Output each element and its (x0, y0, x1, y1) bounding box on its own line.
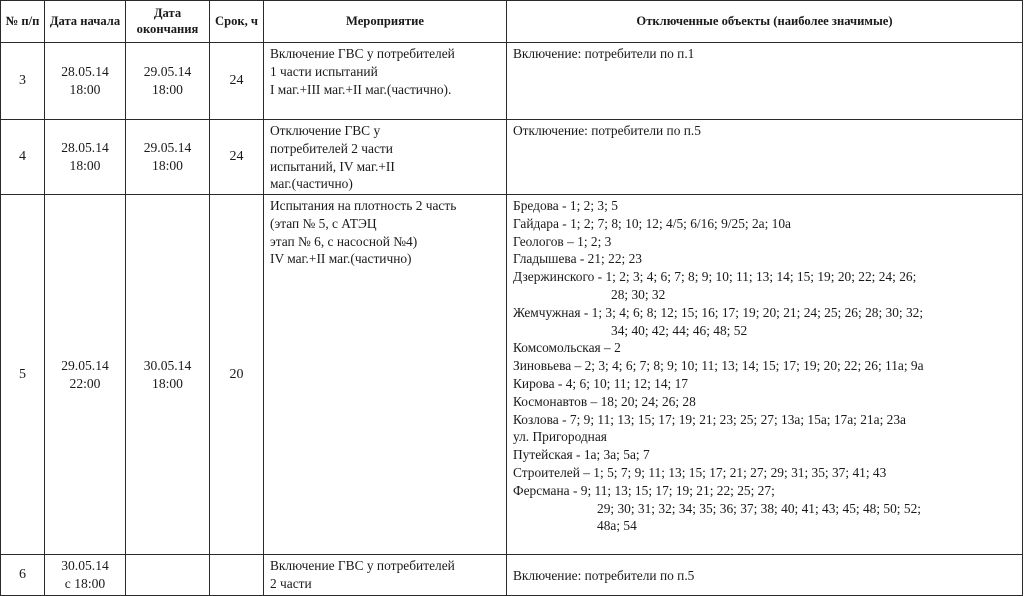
start-date-cell (45, 120, 126, 195)
start-time: 22:00 (69, 375, 101, 391)
start-date: 28.05.14 (61, 64, 109, 79)
table-row (1, 43, 1023, 120)
object-line: 28; 30; 32 (611, 286, 666, 302)
object-line: Включение: потребители по п.1 (513, 46, 695, 61)
object-line: Гайдара - 1; 2; 7; 8; 10; 12; 4/5; 6/16; 9/25; 2а; 10а (513, 215, 792, 231)
event-line: Включение ГВС у потребителей (270, 558, 455, 573)
end-time: 18:00 (152, 158, 183, 173)
end-date-cell (126, 555, 210, 596)
duration-cell: 20 (210, 195, 264, 555)
start-time: 18:00 (69, 158, 101, 173)
object-line: 34; 40; 42; 44; 46; 48; 52 (611, 322, 748, 338)
header-objects: Отключенные объекты (наиболее значимые) (507, 1, 1023, 43)
end-time: 18:00 (152, 375, 183, 391)
object-line: Геологов – 1; 2; 3 (513, 233, 612, 249)
object-line: 48а; 54 (597, 518, 637, 534)
event-line: I маг.+III маг.+II маг.(частично). (270, 81, 452, 97)
object-line: Отключение: потребители по п.5 (513, 123, 701, 138)
object-line: ул. Пригородная (513, 429, 607, 445)
table-row (1, 555, 1023, 596)
start-date-cell (45, 195, 126, 555)
start-date-cell (45, 555, 126, 596)
objects-cell (507, 195, 1023, 555)
end-date: 30.05.14 (143, 357, 192, 373)
end-date-cell (126, 43, 210, 120)
objects-cell (507, 120, 1023, 195)
event-line: Испытания на плотность 2 часть (270, 198, 457, 213)
header-event: Мероприятие (264, 1, 507, 43)
duration-cell: 24 (210, 120, 264, 195)
event-line: потребителей 2 части (270, 140, 393, 156)
start-date: 29.05.14 (61, 357, 109, 373)
objects-cell (507, 555, 1023, 596)
table-row (1, 120, 1023, 195)
event-cell (264, 555, 507, 596)
event-cell (264, 120, 507, 195)
event-line: 2 части (270, 575, 312, 591)
event-cell (264, 195, 507, 555)
row-num: 5 (1, 195, 45, 555)
start-time: с 18:00 (64, 576, 106, 591)
object-line: Дзержинского - 1; 2; 3; 4; 6; 7; 8; 9; 10; 11; 13; 14; 15; 19; 20; 22; 24; 26; (513, 269, 917, 285)
event-line: Отключение ГВС у (270, 123, 381, 138)
row-num: 4 (1, 120, 45, 195)
header-num: № п/п (1, 1, 45, 43)
event-line: маг.(частично) (270, 176, 353, 192)
start-date: 28.05.14 (61, 140, 109, 155)
object-line: Путейская - 1а; 3а; 5а; 7 (513, 447, 650, 463)
object-line: Кирова - 4; 6; 10; 11; 12; 14; 17 (513, 375, 688, 391)
object-line: Строителей – 1; 5; 7; 9; 11; 13; 15; 17; 21; 27; 29; 31; 35; 37; 41; 43 (513, 464, 887, 480)
object-line: 29; 30; 31; 32; 34; 35; 36; 37; 38; 40; 41; 43; 45; 48; 50; 52; (597, 500, 921, 516)
event-cell (264, 43, 507, 120)
row-num: 6 (1, 555, 45, 596)
object-line: Включение: потребители по п.5 (513, 568, 695, 584)
event-line: IV маг.+II маг.(частично) (270, 251, 412, 267)
object-line: Космонавтов – 18; 20; 24; 26; 28 (513, 393, 696, 409)
object-line: Ферсмана - 9; 11; 13; 15; 17; 19; 21; 22; 25; 27; (513, 482, 775, 498)
object-line: Зиновьева – 2; 3; 4; 6; 7; 8; 9; 10; 11; 13; 14; 15; 17; 19; 20; 22; 26; 11а; 9а (513, 358, 924, 374)
event-line: испытаний, IV маг.+II (270, 158, 395, 174)
header-end-date: Дата окончания (126, 1, 210, 43)
object-line: Жемчужная - 1; 3; 4; 6; 8; 12; 15; 16; 17; 19; 20; 21; 24; 25; 26; 28; 30; 32; (513, 304, 924, 320)
start-date-cell (45, 43, 126, 120)
header-row (1, 1, 1023, 43)
row-num: 3 (1, 43, 45, 120)
end-date: 29.05.14 (143, 140, 192, 155)
event-line: (этап № 5, с АТЭЦ (270, 215, 377, 231)
duration-cell (210, 555, 264, 596)
object-line: Гладышева - 21; 22; 23 (513, 251, 642, 267)
end-date-cell (126, 195, 210, 555)
start-time: 18:00 (69, 82, 101, 97)
header-start-date: Дата начала (45, 1, 126, 43)
event-line: этап № 6, с насосной №4) (270, 233, 418, 249)
table-row (1, 195, 1023, 555)
object-line: Бредова - 1; 2; 3; 5 (513, 198, 618, 213)
end-date-cell (126, 120, 210, 195)
objects-cell (507, 43, 1023, 120)
object-line: Козлова - 7; 9; 11; 13; 15; 17; 19; 21; 23; 25; 27; 13а; 15а; 17а; 21а; 23а (513, 411, 906, 427)
end-date: 29.05.14 (143, 64, 192, 79)
object-line: Комсомольская – 2 (513, 340, 621, 356)
event-line: Включение ГВС у потребителей (270, 46, 455, 61)
header-duration: Срок, ч (210, 1, 264, 43)
duration-cell: 24 (210, 43, 264, 120)
event-line: 1 части испытаний (270, 63, 378, 79)
start-date: 30.05.14 (61, 558, 109, 573)
end-time: 18:00 (152, 82, 183, 97)
